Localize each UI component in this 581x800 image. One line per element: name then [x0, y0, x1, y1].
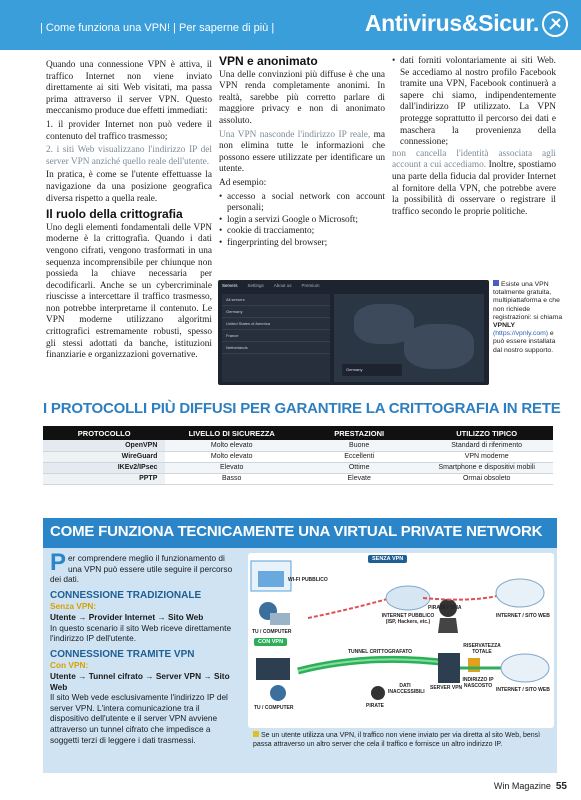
caption-name: VPNLY — [493, 322, 516, 330]
dim-text: non cancella l'identità associata agli account a cui accediamo. — [392, 148, 556, 171]
protocols-title: I PROTOCOLLI PIÙ DIFFUSI PER GARANTIRE LA CRITTOGRAFIA IN RETE — [43, 400, 561, 417]
list-item: • dati forniti volontariamente ai siti Web. Se accediamo al nostro profilo Facebook tramite una VPN, Facebook continuerà a sapere chi siamo, indipendentemente dall'indirizzo IP utilizzato. La VPN protegge soprattutto il percorso dei dati e maschera la provenienza della connessione; — [392, 56, 556, 149]
section-heading: Il ruolo della crittografia — [46, 207, 183, 222]
dim-text: Una VPN nasconde l'indirizzo IP reale, — [219, 129, 371, 140]
diagram-text: INTERNET / SITO WEB — [496, 613, 550, 619]
diagram-text: PIRATE — [366, 703, 384, 709]
table-cell: OpenVPN — [43, 440, 165, 451]
tab-settings: Settings — [247, 283, 264, 288]
list-item: • fingerprinting del browser; — [219, 238, 385, 250]
drop-cap: P — [50, 549, 67, 576]
paragraph: Uno degli elementi fondamentali delle VPN moderne è la crittografia. Quando i dati vengono cifrati, vengono trasformati in una sequenza incomprensibile per chiunque non possieda la chiave necessaria per decodificarli. Anche se un cybercriminale riuscisse a intercettare il traffico trasmesso, non potrebbe interpretarne il contenuto. Le VPN moderne utilizzano algoritmi crittografici estremamente robusti, spesso gli stessi adottati da banche, istituzioni finanziarie e organizzazioni governative. — [46, 222, 212, 361]
diagram-text: PIRATA / SPIA — [428, 605, 462, 611]
section-brand: Antivirus&Sicur. — [364, 10, 539, 36]
column-2 — [219, 56, 385, 250]
page-footer — [494, 781, 567, 792]
table-cell: Eccellenti — [298, 451, 420, 462]
diagram-text: INDIRIZZO IP NASCOSTO — [462, 677, 494, 689]
list-item: 2. i siti Web visualizzano l'indirizzo IP del server VPN anziché quello reale dell'utente. — [46, 145, 212, 167]
table-row — [43, 451, 553, 462]
section-heading: VPN e anonimato — [219, 54, 318, 68]
magazine-name: Win Magazine — [493, 781, 551, 791]
tab-premium: Premium — [301, 283, 320, 288]
table-cell: PPTP — [43, 473, 165, 484]
image-caption — [493, 280, 563, 355]
table-cell: Molto elevato — [165, 440, 298, 451]
server-list — [222, 294, 330, 382]
list-item: • accesso a social network con account personali; — [219, 192, 385, 215]
bullet-list — [219, 192, 385, 250]
diagram-caption — [253, 731, 553, 749]
connection-status: Germany — [342, 364, 402, 376]
scenario-label: Con VPN: — [50, 660, 89, 671]
page-number: 55 — [555, 781, 567, 792]
caption-text: Se un utente utilizza una VPN, il traffico non viene inviato per via diretta al sito Web, bensì passa attraverso un altro server che cela il traffico e fornisce un altro indirizzo IP. — [253, 732, 541, 748]
scenario-label: Senza VPN: — [50, 601, 97, 612]
table-cell: Buone — [298, 440, 420, 451]
table-cell: VPN moderne — [420, 451, 553, 462]
world-map — [334, 294, 484, 382]
diagram-text: INTERNET / SITO WEB — [496, 687, 550, 693]
table-cell: Elevato — [165, 462, 298, 473]
column-header: PRESTAZIONI — [298, 426, 420, 440]
paragraph: In pratica, è come se l'utente effettuasse la navigazione da una posizione geografica diversa rispetto a quella reale. — [46, 170, 212, 204]
table-row — [43, 440, 553, 451]
table-cell: Molto elevato — [165, 451, 298, 462]
table-cell: Standard di riferimento — [420, 440, 553, 451]
diagram-text: WI-FI PUBBLICO — [288, 577, 328, 583]
paragraph-text: Inoltre, spostiamo una parte della fiducia dal provider Internet al fornitore della VPN, che potrebbe avere la possibilità di osservare o registrare il traffico secondo le proprie politiche. — [392, 160, 556, 217]
page-header — [0, 0, 581, 50]
diagram-text: TU / COMPUTER — [252, 629, 292, 635]
paragraph-text: ma non elimina tutte le informazioni che possono essere utilizzate per identificare un utente. — [219, 129, 385, 175]
table-cell: Basso — [165, 473, 298, 484]
paragraph: Quando una connessione VPN è attiva, il traffico Internet non viene inviato direttamente ai siti Web visitati, ma passa prima attraverso il server VPN. Questo meccanismo produce due effetti immediati: — [46, 60, 212, 117]
table-cell: Elevate — [298, 473, 420, 484]
diagram-label: SENZA VPN — [368, 555, 407, 563]
column-header: UTILIZZO TIPICO — [420, 426, 553, 440]
list-item: 1. il provider Internet non può vedere il contenuto del traffico trasmesso; — [46, 119, 212, 142]
server-item: France — [222, 330, 330, 342]
server-item: United States of America — [222, 318, 330, 330]
table-cell: IKEv2/IPsec — [43, 462, 165, 473]
column-3 — [392, 56, 556, 220]
paragraph: Una delle convinzioni più diffuse è che una VPN renda completamente anonimi. In realtà, sarebbe più corretto parlare di maggiore privacy e non di anonimato assoluto. — [219, 69, 385, 126]
table-cell: Smartphone e dispositivi mobili — [420, 462, 553, 473]
server-item: All servers — [222, 294, 330, 306]
diagram-text: TUNNEL CRITTOGRAFATO — [348, 649, 413, 655]
column-1 — [46, 60, 212, 364]
table-cell: Ormai obsoleto — [420, 473, 553, 484]
caption-url: (https://vpnly.com) — [493, 330, 549, 338]
server-item: Netherlands — [222, 342, 330, 354]
column-header: PROTOCOLLO — [43, 426, 165, 440]
diagram-text: SERVER VPN — [430, 685, 463, 691]
diagram-text: INTERNET PUBBLICO (ISP, Hackers, etc.) — [381, 613, 435, 625]
subheading: CONNESSIONE TRADIZIONALE — [50, 589, 202, 601]
paragraph: Ad esempio: — [219, 177, 267, 188]
app-tabs — [222, 283, 320, 288]
caption-text-2: e può essere installata dal nostro supporto. — [493, 330, 556, 354]
flow-text: Utente → Provider Internet → Sito Web — [50, 611, 204, 622]
vpn-app-screenshot — [218, 280, 489, 385]
shield-logo-icon — [541, 10, 569, 38]
tab-about: About us — [273, 283, 292, 288]
diagram-text: RISERVATEZZA TOTALE — [463, 643, 501, 655]
diagram-text: TU / COMPUTER — [254, 705, 294, 711]
protocols-table — [43, 426, 553, 485]
flow-text: Utente → Tunnel cifrato → Server VPN → Sito Web — [50, 670, 230, 692]
table-row — [43, 473, 553, 484]
paragraph: Il sito Web vede esclusivamente l'indirizzo IP del server VPN. L'intera comunicazione tra il dispositivo dell'utente e il server VPN avviene attraverso un tunnel cifrato che impedisce a soggetti terzi di leggere i dati trasmessi. — [50, 692, 228, 745]
column-header: LIVELLO DI SICUREZZA — [165, 426, 298, 440]
header-subtitle: | Come funziona una VPN! | Per saperne di più | — [40, 22, 275, 34]
tab-servers: Servers — [222, 283, 238, 288]
diagram-text: DATI INACCESSIBILI — [388, 683, 425, 695]
table-cell: WireGuard — [43, 451, 165, 462]
caption-text: Esiste una VPN totalmente gratuita, multipiattaforma e che non richiede registrazioni: si chiama — [493, 281, 563, 321]
list-item: • login a servizi Google o Microsoft; — [219, 215, 385, 227]
table-row — [43, 462, 553, 473]
table-cell: Ottime — [298, 462, 420, 473]
diagram-label: CON VPN — [254, 638, 287, 646]
vpn-diagram — [248, 553, 554, 728]
explainer-text — [50, 549, 240, 745]
intro-text: er comprendere meglio il funzionamento di una VPN può essere utile seguire il percorso dei dati. — [50, 553, 233, 585]
subheading: CONNESSIONE TRAMITE VPN — [50, 648, 195, 660]
list-item: • cookie di tracciamento; — [219, 226, 385, 238]
server-item: Germany — [222, 306, 330, 318]
paragraph: In questo scenario il sito Web riceve direttamente l'indirizzo IP dell'utente. — [50, 622, 232, 644]
explainer-title: COME FUNZIONA TECNICAMENTE UNA VIRTUAL PRIVATE NETWORK — [50, 523, 543, 540]
table-header-row — [43, 426, 553, 440]
